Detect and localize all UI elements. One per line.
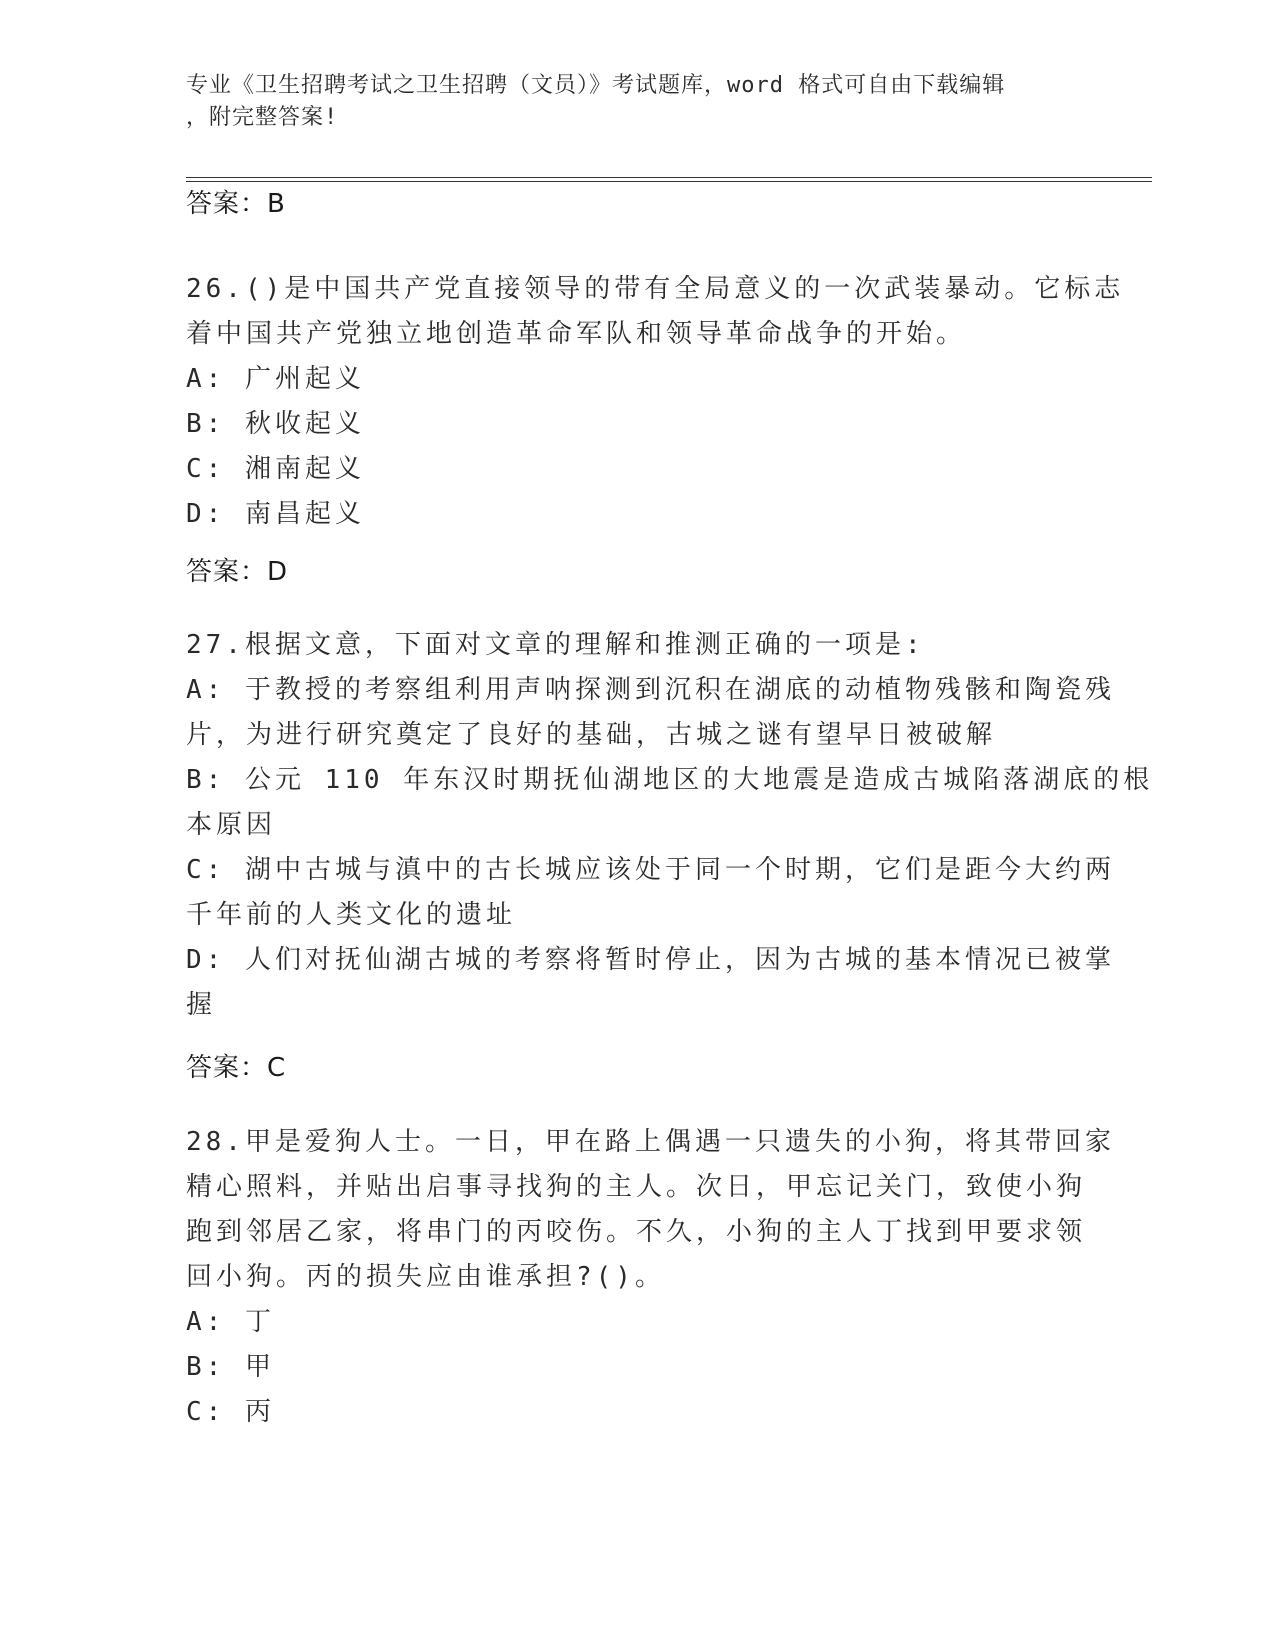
- header-rule: [186, 177, 1152, 178]
- question-28-text-line: 精心照料，并贴出启事寻找狗的主人。次日，甲忘记关门，致使小狗: [186, 1172, 1087, 1202]
- option-c-continued: 千年前的人类文化的遗址: [186, 900, 517, 930]
- question-28-text-line: 跑到邻居乙家，将串门的丙咬伤。不久，小狗的主人丁找到甲要求领: [186, 1217, 1087, 1247]
- option-c: C: 湘南起义: [186, 454, 365, 484]
- question-28-text-line: 28.甲是爱狗人士。一日，甲在路上偶遇一只遗失的小狗，将其带回家: [186, 1127, 1115, 1157]
- answer-26: 答案：D: [186, 557, 289, 587]
- question-28: [186, 1120, 1115, 1435]
- question-27-text-line: 27.根据文意，下面对文章的理解和推测正确的一项是:: [186, 630, 925, 660]
- answer-27: 答案：C: [186, 1053, 287, 1083]
- question-28-text-line: 回小狗。丙的损失应由谁承担?()。: [186, 1262, 665, 1292]
- option-b-continued: 本原因: [186, 810, 277, 840]
- answer-previous: 答案：B: [186, 189, 286, 219]
- option-c: C: 湖中古城与滇中的古长城应该处于同一个时期，它们是距今大约两: [186, 855, 1115, 885]
- option-d: D: 人们对抚仙湖古城的考察将暂时停止，因为古城的基本情况已被掌: [186, 945, 1115, 975]
- option-a: A: 于教授的考察组利用声呐探测到沉积在湖底的动植物残骸和陶瓷残: [186, 675, 1115, 705]
- question-26: [186, 267, 1125, 537]
- page-header: [186, 70, 1066, 134]
- option-a-continued: 片，为进行研究奠定了良好的基础，古城之谜有望早日被破解: [186, 720, 997, 750]
- header-line-2: ，附完整答案!: [186, 105, 339, 130]
- question-27: [186, 623, 1154, 1028]
- question-26-text-line: 着中国共产党独立地创造革命军队和领导革命战争的开始。: [186, 319, 967, 349]
- option-d-continued: 握: [186, 990, 217, 1020]
- option-b: B: 秋收起义: [186, 409, 365, 439]
- option-b: B: 甲: [186, 1352, 275, 1382]
- option-d: D: 南昌起义: [186, 499, 365, 529]
- header-rule-double: [186, 181, 1152, 182]
- question-26-text-line: 26.()是中国共产党直接领导的带有全局意义的一次武装暴动。它标志: [186, 274, 1125, 304]
- option-a: A: 丁: [186, 1307, 275, 1337]
- option-c: C: 丙: [186, 1397, 275, 1427]
- header-line-1: 专业《卫生招聘考试之卫生招聘（文员）》考试题库，word 格式可自由下载编辑: [186, 73, 1006, 98]
- option-b: B: 公元 110 年东汉时期抚仙湖地区的大地震是造成古城陷落湖底的根: [186, 765, 1154, 795]
- option-a: A: 广州起义: [186, 364, 365, 394]
